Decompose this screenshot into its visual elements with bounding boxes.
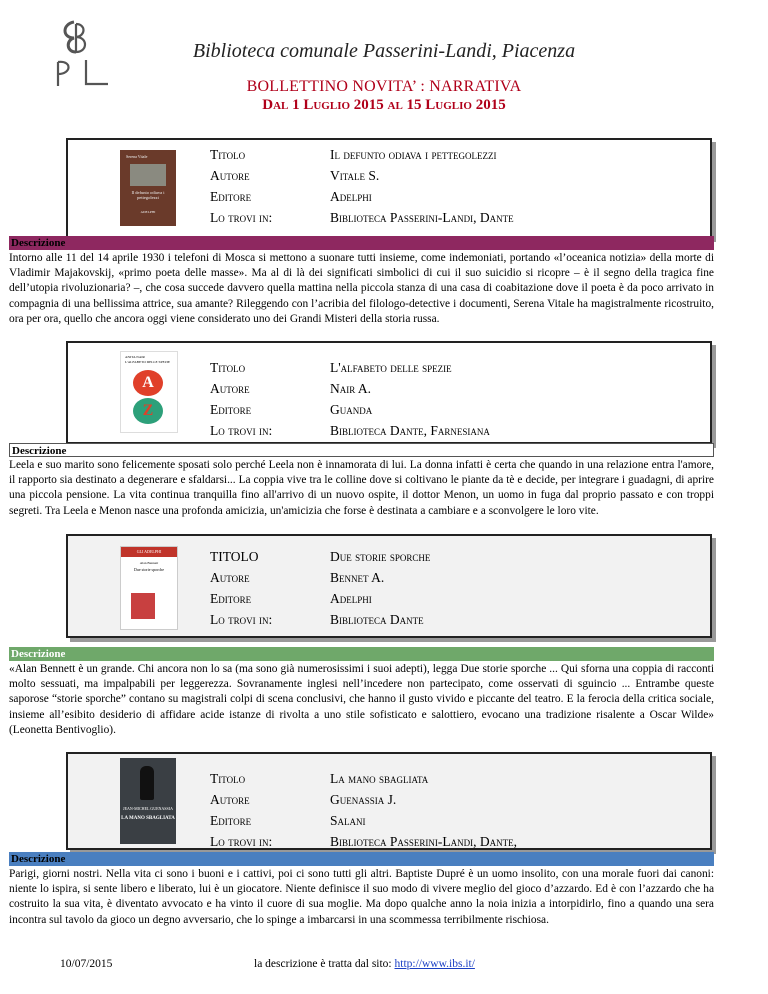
book-description: Intorno alle 11 del 14 aprile 1930 i telefoni di Mosca si mettono a suonare tutti insieme, come indemoniati, portando «l’oceanica notizia» della morte di Vladimir Majakovskij, «primo poeta delle masse». Ma al di là dei significati simbolici di cui il suo suicidio si ricopre – è il segno della tragica fine dell’utopia rivoluzionaria? –, che cosa succede davvero quella mattina nella piccola stanza di una casa di coabitazione dove il poeta è da poco arrivato in compagnia di una bellissima attrice, sua amante? Rileggendo con l’acribia del filologo-detective i documenti, Serena Vitale ha magistralmente ricostruito, ora per ora, quello che ancora oggi viene considerato uno dei Grandi Misteri della storia russa. [9, 252, 714, 325]
book-author: Guenassia J. [330, 792, 397, 807]
bulletin-dates: Dal 1 Luglio 2015 al 15 Luglio 2015 [262, 97, 506, 113]
book-location: Biblioteca Passerini-Landi, Dante, [330, 834, 517, 849]
book-cover: Serena Vitale Il defunto odiava i pettegolezzi ADELPHI [120, 150, 176, 226]
book-publisher: Salani [330, 813, 366, 828]
book-cover: JEAN-MICHEL GUENASSIA LA MANO SBAGLIATA [120, 758, 176, 844]
book-title: Due storie sporche [330, 549, 431, 564]
book-info-box [66, 138, 712, 238]
source-link[interactable]: http://www.ibs.it/ [394, 958, 475, 970]
field-labels [210, 768, 272, 852]
label-publisher: Editore [210, 813, 252, 828]
book-title: La mano sbagliata [330, 771, 429, 786]
label-location: Lo trovi in: [210, 834, 273, 849]
field-labels [210, 357, 272, 441]
description-header: Descrizione [9, 647, 714, 661]
book-description: «Alan Bennett è un grande. Chi ancora non lo sa (ma sono già numerosissimi i suoi adepti), legga Due storie sporche ... Qui sforna una coppia di racconti molto sessuati, ma impalpabili per leggerezza. Sovranamente inglesi nell’incedere non partecipato, come osservati di sguincio ... Entrambe queste saporose “storie sporche” contano su magistrali colpi di scena conclusivi, che hanno il gusto vivido e piccante del teatro. E la ferocia della critica sociale, insieme all’esibito desiderio di affidare acide istanze di rivolta a uno stile sofisticato e salottiero, evocano una tradizione risalente a Oscar Wilde» (Leonetta Bentivoglio). [9, 663, 714, 736]
book-publisher: Adelphi [330, 591, 372, 606]
book-location: Biblioteca Dante [330, 612, 424, 627]
book-cover: ANITA NAIR L'ALFABETO DELLE SPEZIE A Z [120, 351, 178, 433]
label-title: TITOLO [210, 549, 259, 564]
label-author: Autore [210, 381, 250, 396]
description-header: Descrizione [9, 852, 714, 866]
field-values [330, 768, 517, 852]
label-author: Autore [210, 792, 250, 807]
footer-source-text: la descrizione è tratta dal sito: [254, 958, 395, 970]
label-location: Lo trovi in: [210, 423, 273, 438]
field-values [330, 144, 514, 228]
label-author: Autore [210, 570, 250, 585]
field-labels [210, 546, 272, 630]
book-info-box [66, 341, 712, 444]
label-publisher: Editore [210, 402, 252, 417]
footer-source [254, 958, 475, 970]
library-name: Biblioteca comunale Passerini-Landi, Piacenza [192, 40, 576, 62]
description-header: Descrizione [9, 236, 714, 250]
label-title: Titolo [210, 147, 246, 162]
book-description: Leela e suo marito sono felicemente sposati solo perché Leela non è innamorata di lui. La donna infatti è certa che quando in una relazione entra l'amore, il rapporto sia destinato a degenerare e sfaldarsi... La coppia vive tra le colline dove si coltivano le piante da tè e decide, per integrare i guadagni, di aprire una piccola pensione. La vita continua tranquilla fino all'arrivo di un nuovo ospite, il dottor Menon, un uomo in fuga dal proprio passato e con troppi segreti. Tra Leela e Menon nasce una profonda amicizia, un'amicizia che forse è destinata a cambiare e a sconvolgere le loro vite. [9, 459, 714, 517]
footer-date: 10/07/2015 [60, 958, 113, 970]
label-publisher: Editore [210, 189, 252, 204]
book-title: Il defunto odiava i pettegolezzi [330, 147, 497, 162]
book-location: Biblioteca Passerini-Landi, Dante [330, 210, 514, 225]
field-values [330, 357, 490, 441]
label-author: Autore [210, 168, 250, 183]
field-labels [210, 144, 272, 228]
label-location: Lo trovi in: [210, 210, 273, 225]
bulletin-title: BOLLETTINO NOVITA’ : NARRATIVA [246, 78, 522, 95]
label-title: Titolo [210, 360, 246, 375]
book-location: Biblioteca Dante, Farnesiana [330, 423, 490, 438]
field-values [330, 546, 430, 630]
book-author: Nair A. [330, 381, 372, 396]
label-title: Titolo [210, 771, 246, 786]
book-author: Bennet A. [330, 570, 385, 585]
book-info-box [66, 534, 712, 638]
book-title: L'alfabeto delle spezie [330, 360, 452, 375]
book-description: Parigi, giorni nostri. Nella vita ci sono i buoni e i cattivi, poi ci sono tutti gli altri. Baptiste Dupré è un uomo insolito, con una morale fuori dai canoni: niente lo ispira, si sente libero e liberato, lui è un giocatore. Niente definisce il suo modo di vivere meglio del gioco d’azzardo. Ed è con l’azzardo che ha costruito la sua vita, è diventato avvocato e ha vinto il cuore di sua moglie. Ma dopo qualche anno la noia inizia a intorpidirlo, fino a quando una sera incontra sul tavolo da gioco un degno avversario, che lo spinge a imbarcarsi in una scommessa terribilmente rischiosa. [9, 868, 714, 926]
book-cover: GLI ADELPHI Alan Bennett Due storie sporche [120, 546, 178, 630]
book-publisher: Adelphi [330, 189, 372, 204]
label-location: Lo trovi in: [210, 612, 273, 627]
book-author: Vitale S. [330, 168, 380, 183]
description-header: Descrizione [9, 443, 714, 457]
label-publisher: Editore [210, 591, 252, 606]
book-publisher: Guanda [330, 402, 373, 417]
book-info-box [66, 752, 712, 850]
